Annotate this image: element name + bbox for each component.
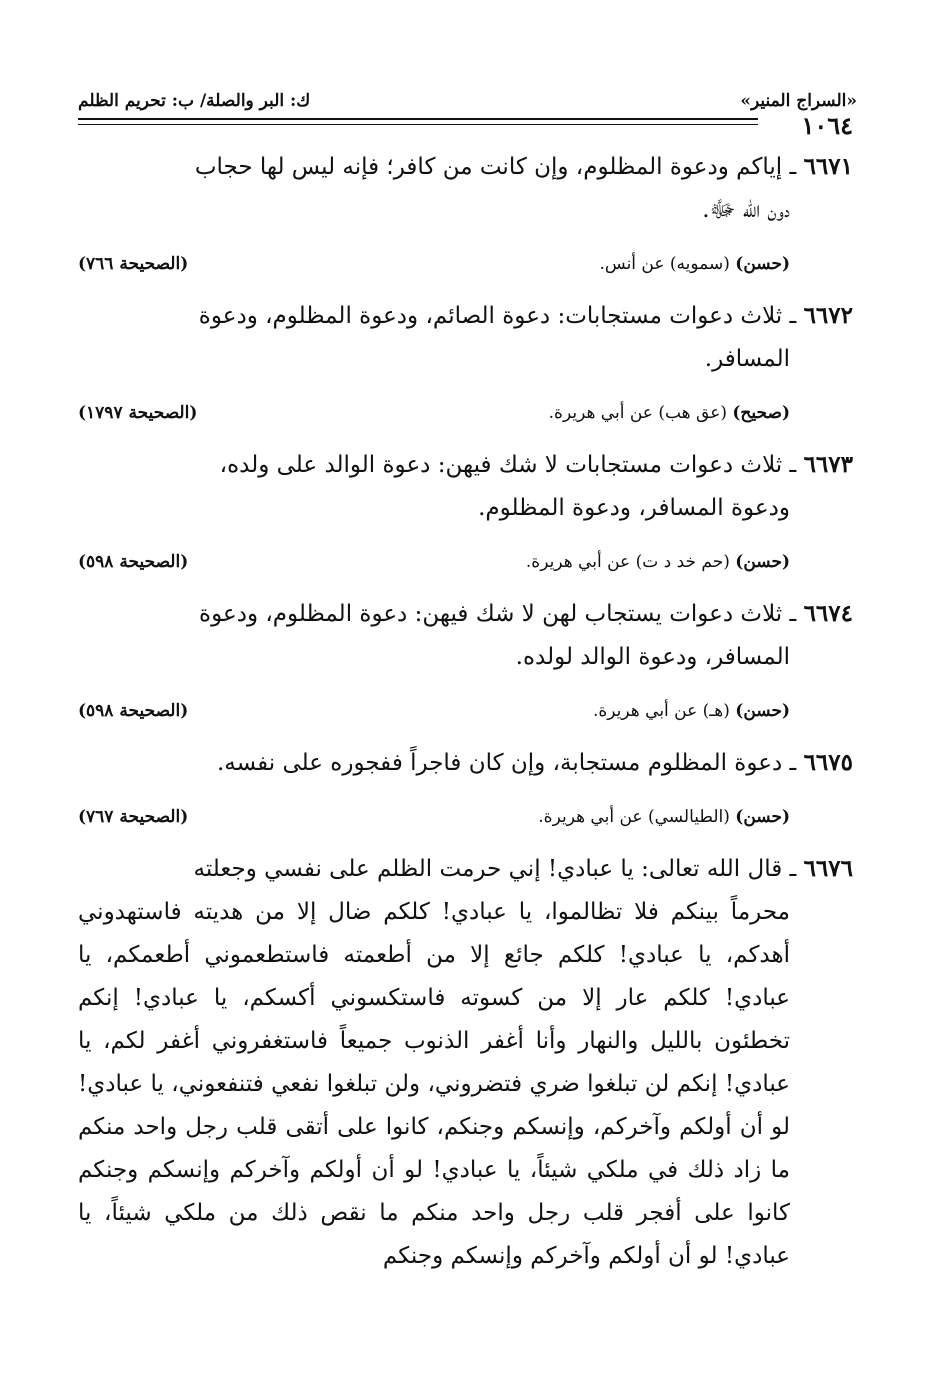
hadith-first-line: ثلاث دعوات مستجابات: دعوة الصائم، ودعوة المظلوم، ودعوة [198,303,783,329]
hadith-first-line: ثلاث دعوات يستجاب لهن لا شك فيهن: دعوة المظلوم، ودعوة [199,601,783,627]
page-body [78,145,853,1278]
dash: ـ [782,856,797,882]
page-number: ١٠٦٤ [801,111,853,140]
hadith-text [78,145,853,232]
header-rule [78,118,758,120]
hadith-continuation: دون الله ﷻ. [702,197,790,223]
hadith-source-line [78,250,853,278]
dash: ـ [782,452,797,478]
hadith-source-line [78,803,853,831]
hadith-source-line [78,697,853,725]
hadith-text [78,443,853,530]
hadith-source: (حم خد د ت) عن أبي هريرة. [525,552,730,572]
hadith-text [78,294,853,381]
hadith-number: ٦٦٧٤ [803,600,853,627]
page-header [78,86,857,116]
hadith-source: (الطيالسي) عن أبي هريرة. [538,807,730,827]
hadith-continuation: المسافر. [704,346,790,372]
hadith-entry-long [78,847,853,1278]
hadith-text [78,592,853,679]
hadith-continuation: المسافر، ودعوة الوالد لولده. [515,644,790,670]
dash: ـ [782,303,797,329]
hadith-grade: (صحيح) [732,403,790,423]
hadith-continuation: ودعوة المسافر، ودعوة المظلوم. [478,495,790,521]
hadith-first-line: ثلاث دعوات مستجابات لا شك فيهن: دعوة الوالد على ولده، [219,452,783,478]
hadith-first-line: قال الله تعالى: يا عبادي! إني حرمت الظلم على نفسي وجعلته [193,856,783,882]
hadith-entry [78,592,853,725]
hadith-number: ٦٦٧٣ [803,451,853,478]
hadith-grade: (حسن) [735,807,790,827]
book-title: «السراج المنير» [740,91,857,111]
hadith-number: ٦٦٧٦ [803,855,853,882]
hadith-grade: (حسن) [735,552,790,572]
hadith-number: ٦٦٧٥ [803,749,853,776]
dash: ـ [782,601,797,627]
hadith-reference: (الصحيحة ٥٩٨) [78,552,189,572]
hadith-number: ٦٦٧١ [803,153,853,180]
hadith-number: ٦٦٧٢ [803,302,853,329]
hadith-source-line [78,548,853,576]
hadith-source: (سمويه) عن أنس. [599,254,730,274]
hadith-reference: (الصحيحة ٧٦٦) [78,254,189,274]
hadith-entry [78,145,853,278]
hadith-first-line: دعوة المظلوم مستجابة، وإن كان فاجراً ففجوره على نفسه. [216,750,783,776]
hadith-reference: (الصحيحة ٧٦٧) [78,807,189,827]
hadith-entry [78,443,853,576]
dash: ـ [782,154,797,180]
header-rule-thin [78,124,758,125]
hadith-continuation: محرماً بينكم فلا تظالموا، يا عبادي! كلكم ضال إلا من هديته فاستهدوني أهدكم، يا عبادي! كلكم جائع إلا من أطعمته فاستطعموني أطعمكم، يا عبادي! كلكم عار إلا من كسوته فاستكسوني أكسكم، يا عبادي! إنكم تخطئون بالليل والنهار وأنا أغفر الذنوب جميعاً فاستغفروني أغفر لكم، يا عبادي! إنكم لن تبلغوا ضري فتضروني، ولن تبلغوا نفعي فتنفعوني، يا عبادي! لو أن أولكم وآخركم، وإنسكم وجنكم، كانوا على أتقى قلب رجل واحد منكم ما زاد ذلك في ملكي شيئاً، يا عبادي! لو أن أولكم وآخركم وإنسكم وجنكم كانوا على أفجر قلب رجل واحد منكم ما نقص ذلك من ملكي شيئاً، يا عبادي! لو أن أولكم وآخركم وإنسكم وجنكم [78,899,790,1269]
hadith-first-line: إياكم ودعوة المظلوم، وإن كانت من كافر؛ فإنه ليس لها حجاب [194,154,783,180]
chapter-title: ك: البر والصلة/ ب: تحريم الظلم [78,91,311,111]
dash: ـ [782,750,797,776]
hadith-text [78,741,853,785]
hadith-text [78,847,853,1278]
hadith-source: (هـ) عن أبي هريرة. [592,701,730,721]
hadith-grade: (حسن) [735,701,790,721]
hadith-source-line [78,399,853,427]
hadith-entry [78,741,853,831]
hadith-entry [78,294,853,427]
hadith-reference: (الصحيحة ٥٩٨) [78,701,189,721]
hadith-grade: (حسن) [735,254,790,274]
hadith-source: (عق هب) عن أبي هريرة. [548,403,727,423]
hadith-reference: (الصحيحة ١٧٩٧) [78,403,198,423]
